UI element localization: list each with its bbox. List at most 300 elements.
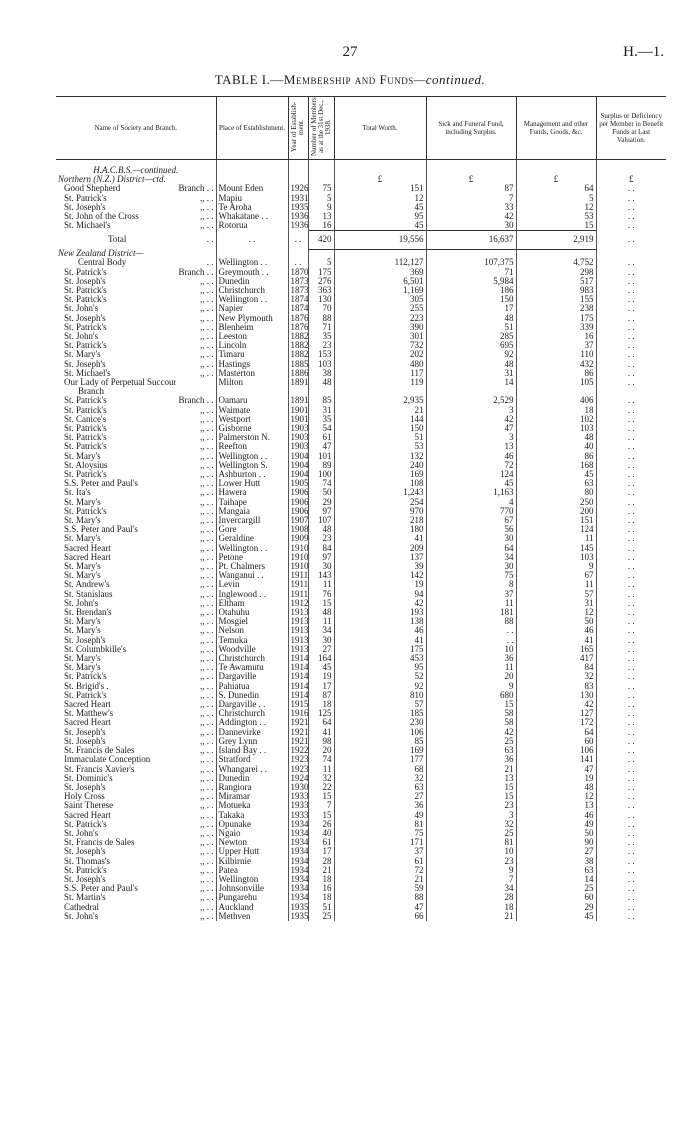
branch-name-cell (56, 645, 216, 654)
members-cell: 87 (308, 691, 334, 700)
surplus-cell: . . (596, 442, 666, 451)
branch-name-cell (56, 507, 216, 516)
management-fund-cell: 67 (516, 571, 596, 580)
branch-name: Branch (78, 387, 104, 397)
management-fund-cell: 63 (516, 479, 596, 488)
members-cell: 7 (308, 801, 334, 810)
currency-mgmt: £ (516, 175, 596, 184)
worth-cell: 305 (334, 295, 426, 304)
branch-ditto: ,, . . (200, 819, 214, 829)
sick-fund-cell: 150 (426, 295, 516, 304)
management-fund-cell: 12 (516, 203, 596, 212)
branch-name-cell (56, 424, 216, 433)
branch-name: St. Mary's (64, 617, 101, 627)
sick-fund-cell: 64 (426, 544, 516, 553)
branch-name-cell (56, 599, 216, 608)
branch-name-cell (56, 866, 216, 875)
worth-cell: 63 (334, 783, 426, 792)
sick-fund-cell: 680 (426, 691, 516, 700)
surplus-cell: . . (596, 534, 666, 543)
surplus-cell: . . (596, 682, 666, 691)
worth-cell: 6,501 (334, 277, 426, 286)
sick-fund-cell: 7 (426, 194, 516, 203)
branch-ditto: ,, . . (200, 470, 214, 479)
branch-ditto: ,, . . (200, 690, 214, 700)
surplus-cell: . . (596, 654, 666, 663)
place-cell: Stratford (216, 755, 288, 764)
members-cell: 16 (308, 221, 334, 231)
members-cell: 16 (308, 884, 334, 893)
table-row (56, 516, 666, 525)
branch-name: St. Thomas's (64, 856, 110, 866)
table-row (56, 801, 666, 810)
surplus-cell: . . (596, 406, 666, 415)
members-cell: 11 (308, 617, 334, 626)
surplus-cell: . . (596, 396, 666, 405)
members-cell: 20 (308, 746, 334, 755)
branch-name: St. Patrick's (64, 506, 107, 516)
management-fund-cell: 42 (516, 700, 596, 709)
table-row (56, 847, 666, 856)
branch-name: Sacred Heart (64, 718, 111, 728)
year-cell: 1934 (288, 857, 308, 866)
place-cell: Greymouth . . (216, 268, 288, 277)
sick-fund-cell: 3 (426, 406, 516, 415)
surplus-cell: . . (596, 847, 666, 856)
worth-cell: 137 (334, 553, 426, 562)
year-cell: 1910 (288, 553, 308, 562)
place-cell: Patea (216, 866, 288, 875)
table-row (56, 571, 666, 580)
branch-ditto: Branch . . (178, 267, 214, 277)
branch-name: St. Patrick's (64, 295, 107, 305)
worth-cell: 81 (334, 820, 426, 829)
branch-name: St. Columbkille's (64, 644, 127, 654)
place-cell: Hawera (216, 488, 288, 497)
sick-fund-cell: 14 (426, 378, 516, 387)
place-cell: Petone (216, 553, 288, 562)
sick-fund-cell: 13 (426, 442, 516, 451)
table-row (56, 387, 666, 396)
management-fund-cell: 168 (516, 461, 596, 470)
sick-fund-cell: 30 (426, 534, 516, 543)
central-body-mgmt: 4,752 (516, 258, 596, 267)
sick-fund-cell: 56 (426, 525, 516, 534)
members-cell: 48 (308, 525, 334, 534)
col-header-members (308, 97, 334, 160)
surplus-cell: . . (596, 755, 666, 764)
surplus-cell: . . (596, 553, 666, 562)
surplus-cell: . . (596, 811, 666, 820)
year-cell: 1882 (288, 332, 308, 341)
year-cell: 1914 (288, 654, 308, 663)
branch-name-cell (56, 590, 216, 599)
branch-name-cell (56, 608, 216, 617)
year-cell: 1906 (288, 498, 308, 507)
branch-name: St. Dominic's (64, 773, 113, 783)
members-cell: 76 (308, 590, 334, 599)
sick-fund-cell: 11 (426, 599, 516, 608)
branch-name-cell (56, 755, 216, 764)
members-cell: 41 (308, 728, 334, 737)
worth-cell: 85 (334, 737, 426, 746)
place-cell: Otahuhu (216, 608, 288, 617)
management-fund-cell: 25 (516, 884, 596, 893)
place-cell: Miramar (216, 792, 288, 801)
sick-fund-cell (426, 387, 516, 396)
members-cell: 29 (308, 498, 334, 507)
management-fund-cell: 110 (516, 350, 596, 359)
members-cell: 85 (308, 396, 334, 405)
surplus-cell: . . (596, 801, 666, 810)
branch-name-cell (56, 314, 216, 323)
members-cell: 48 (308, 608, 334, 617)
place-cell: Pt. Chalmers (216, 562, 288, 571)
worth-cell: 66 (334, 912, 426, 921)
surplus-cell: . . (596, 590, 666, 599)
worth-cell: 41 (334, 636, 426, 645)
members-cell: 15 (308, 599, 334, 608)
branch-ditto: ,, . . (200, 617, 214, 627)
worth-cell: 47 (334, 903, 426, 912)
branch-ditto: ,, . . (200, 598, 214, 608)
surplus-cell: . . (596, 599, 666, 608)
branch-ditto: ,, . . (200, 313, 214, 323)
surplus-cell: . . (596, 479, 666, 488)
page-number: 27 (342, 44, 358, 60)
page-reference: H.—1. (623, 44, 664, 60)
table-row (56, 424, 666, 433)
surplus-cell: . . (596, 783, 666, 792)
branch-name: St. Mary's (64, 626, 101, 636)
surplus-cell: . . (596, 875, 666, 884)
management-fund-cell: 16 (516, 332, 596, 341)
central-body-members: 5 (308, 258, 334, 267)
surplus-cell: . . (596, 360, 666, 369)
surplus-cell: . . (596, 433, 666, 442)
sick-fund-cell: 42 (426, 212, 516, 221)
branch-name: St. John's (64, 598, 99, 608)
members-cell: 88 (308, 314, 334, 323)
branch-name-cell (56, 525, 216, 534)
currency-worth: £ (334, 175, 426, 184)
management-fund-cell: 90 (516, 838, 596, 847)
branch-name-cell (56, 571, 216, 580)
branch-name: St. Francis de Sales (64, 838, 135, 848)
branch-name: St. Brigid's . (64, 681, 109, 691)
district-heading-row (56, 175, 666, 184)
sick-fund-cell: 17 (426, 304, 516, 313)
branch-name-cell (56, 765, 216, 774)
branch-name: St. Patrick's (64, 442, 107, 452)
year-cell: 1935 (288, 903, 308, 912)
branch-name-cell (56, 221, 216, 231)
surplus-cell: . . (596, 709, 666, 718)
worth-cell: 68 (334, 765, 426, 774)
sick-fund-cell: 92 (426, 350, 516, 359)
year-cell: 1910 (288, 544, 308, 553)
surplus-cell: . . (596, 268, 666, 277)
year-cell: 1931 (288, 194, 308, 203)
sick-fund-cell: 34 (426, 553, 516, 562)
table-row (56, 599, 666, 608)
members-cell: 35 (308, 332, 334, 341)
year-cell: 1901 (288, 415, 308, 424)
sick-fund-cell: 67 (426, 516, 516, 525)
surplus-cell (596, 387, 666, 396)
total-row (56, 231, 666, 249)
management-fund-cell: 40 (516, 442, 596, 451)
branch-name: St. Joseph's (64, 276, 106, 286)
surplus-cell: . . (596, 341, 666, 350)
table-row (56, 525, 666, 534)
branch-name-cell (56, 387, 216, 396)
branch-ditto: ,, . . (200, 552, 214, 562)
branch-name-cell (56, 718, 216, 727)
management-fund-cell: 63 (516, 866, 596, 875)
surplus-cell: . . (596, 829, 666, 838)
worth-cell: 1,169 (334, 286, 426, 295)
members-cell: 28 (308, 857, 334, 866)
management-fund-cell: 238 (516, 304, 596, 313)
place-cell: Rotorua (216, 221, 288, 231)
place-cell: Newton (216, 838, 288, 847)
management-fund-cell: 14 (516, 875, 596, 884)
table-row (56, 709, 666, 718)
members-cell: 50 (308, 488, 334, 497)
year-cell: 1886 (288, 369, 308, 378)
worth-cell: 230 (334, 718, 426, 727)
place-cell: Temuka (216, 636, 288, 645)
surplus-cell: . . (596, 194, 666, 203)
place-cell: Grey Lynn (216, 737, 288, 746)
total-members: 420 (308, 231, 334, 249)
management-fund-cell: 41 (516, 636, 596, 645)
surplus-cell: . . (596, 580, 666, 589)
management-fund-cell: 11 (516, 534, 596, 543)
place-cell: Hastings (216, 360, 288, 369)
surplus-cell: . . (596, 350, 666, 359)
year-cell: 1905 (288, 479, 308, 488)
year-cell: 1924 (288, 774, 308, 783)
branch-name: St. Michael's (64, 368, 111, 378)
total-year: . . (288, 231, 308, 249)
management-fund-cell: 103 (516, 424, 596, 433)
worth-cell: 144 (334, 415, 426, 424)
branch-name-cell (56, 912, 216, 921)
surplus-cell: . . (596, 304, 666, 313)
place-cell: Methven (216, 912, 288, 921)
management-fund-cell: 130 (516, 691, 596, 700)
branch-ditto: ,, . . (200, 709, 214, 719)
worth-cell: 175 (334, 645, 426, 654)
sick-fund-cell: 186 (426, 286, 516, 295)
branch-name: St. Patrick's (64, 405, 107, 415)
surplus-cell: . . (596, 470, 666, 479)
branch-ditto: ,, . . (200, 626, 214, 636)
total-worth: 19,556 (334, 231, 426, 249)
place-cell: Island Bay . . (216, 746, 288, 755)
branch-ditto: ,, . . (200, 746, 214, 756)
place-cell: Lower Hutt (216, 479, 288, 488)
members-cell: 164 (308, 654, 334, 663)
branch-name-cell (56, 672, 216, 681)
members-cell: 23 (308, 341, 334, 350)
branch-name-cell (56, 626, 216, 635)
place-cell: Dargaville (216, 672, 288, 681)
table-row (56, 700, 666, 709)
place-cell: Waimate (216, 406, 288, 415)
surplus-cell: . . (596, 765, 666, 774)
members-cell: 54 (308, 424, 334, 433)
branch-name: Good Shepherd (64, 184, 121, 194)
members-cell: 27 (308, 645, 334, 654)
branch-ditto: ,, . . (200, 782, 214, 792)
branch-name: Saint Therese (64, 801, 114, 811)
members-cell: 25 (308, 912, 334, 921)
place-cell: Whangarei . . (216, 765, 288, 774)
table-row (56, 442, 666, 451)
year-cell: 1933 (288, 811, 308, 820)
branch-name-cell (56, 406, 216, 415)
management-fund-cell: 32 (516, 672, 596, 681)
year-cell: 1911 (288, 590, 308, 599)
members-cell: 18 (308, 893, 334, 902)
place-cell: Motueka (216, 801, 288, 810)
sick-fund-cell: 36 (426, 755, 516, 764)
management-fund-cell: 106 (516, 746, 596, 755)
table-row (56, 268, 666, 277)
central-body-row (56, 258, 666, 267)
table-title (0, 72, 700, 88)
place-cell: Wellington . . (216, 452, 288, 461)
place-cell: New Plymouth (216, 314, 288, 323)
management-fund-cell: 145 (516, 544, 596, 553)
members-cell: 74 (308, 479, 334, 488)
branch-ditto: ,, . . (200, 451, 214, 461)
year-cell: 1882 (288, 341, 308, 350)
members-cell: 23 (308, 534, 334, 543)
branch-name-cell (56, 746, 216, 755)
management-fund-cell: 127 (516, 709, 596, 718)
branch-ditto: ,, . . (200, 442, 214, 452)
members-cell: 107 (308, 516, 334, 525)
place-cell: Christchurch (216, 709, 288, 718)
members-cell: 61 (308, 433, 334, 442)
table-row (56, 332, 666, 341)
members-cell: 125 (308, 709, 334, 718)
year-cell: 1912 (288, 599, 308, 608)
branch-name: St. Mary's (64, 516, 101, 526)
management-fund-cell: 155 (516, 295, 596, 304)
year-cell: 1934 (288, 866, 308, 875)
worth-cell: 39 (334, 562, 426, 571)
central-body-name: Central Body (78, 258, 127, 268)
worth-cell: 32 (334, 774, 426, 783)
branch-name: St. Mary's (64, 571, 101, 581)
branch-ditto (210, 378, 214, 387)
place-cell: Upper Hutt (216, 847, 288, 856)
surplus-cell: . . (596, 507, 666, 516)
table-row (56, 672, 666, 681)
year-cell: 1936 (288, 221, 308, 231)
year-cell: 1914 (288, 672, 308, 681)
table-row (56, 415, 666, 424)
place-cell: Dunedin (216, 277, 288, 286)
surplus-cell: . . (596, 820, 666, 829)
branch-name: St. Patrick's (64, 433, 107, 443)
members-cell: 9 (308, 203, 334, 212)
members-cell: 13 (308, 212, 334, 221)
branch-name: St. Mary's (64, 534, 101, 544)
surplus-cell: . . (596, 691, 666, 700)
sick-fund-cell: 63 (426, 746, 516, 755)
worth-cell: 45 (334, 203, 426, 212)
branch-name: St. Mary's (64, 350, 101, 360)
branch-name-cell (56, 709, 216, 718)
year-cell: 1906 (288, 507, 308, 516)
members-cell: 15 (308, 792, 334, 801)
worth-cell: 390 (334, 323, 426, 332)
members-cell: 175 (308, 268, 334, 277)
society-heading: H.A.C.B.S.—continued. (93, 166, 179, 175)
table-row (56, 617, 666, 626)
branch-ditto: ,, . . (200, 221, 214, 231)
table-row (56, 774, 666, 783)
branch-name: St. Mary's (64, 451, 101, 461)
management-fund-cell: 9 (516, 562, 596, 571)
table-header-row (56, 97, 666, 160)
branch-name: Our Lady of Perpetual Succour (64, 377, 177, 387)
sick-fund-cell: 9 (426, 682, 516, 691)
branch-name-cell (56, 516, 216, 525)
table-row (56, 553, 666, 562)
branch-name: St. Joseph's (64, 782, 106, 792)
district-heading-row-nz (56, 249, 666, 258)
worth-cell: 88 (334, 893, 426, 902)
branch-name-cell (56, 838, 216, 847)
table-row (56, 663, 666, 672)
surplus-cell: . . (596, 323, 666, 332)
sick-fund-cell: 20 (426, 672, 516, 681)
total-surplus: . . (596, 231, 666, 249)
branch-ditto: ,, . . (200, 193, 214, 203)
sick-fund-cell: 37 (426, 590, 516, 599)
branch-name-cell (56, 654, 216, 663)
place-cell: Te Aroha (216, 203, 288, 212)
members-cell: 130 (308, 295, 334, 304)
members-cell: 84 (308, 544, 334, 553)
worth-cell: 37 (334, 847, 426, 856)
worth-cell: 53 (334, 442, 426, 451)
year-cell: 1876 (288, 314, 308, 323)
year-cell: 1903 (288, 424, 308, 433)
table-row (56, 286, 666, 295)
sick-fund-cell: 47 (426, 424, 516, 433)
branch-name-cell (56, 277, 216, 286)
members-cell: 18 (308, 875, 334, 884)
table-row (56, 562, 666, 571)
members-cell: 22 (308, 783, 334, 792)
worth-cell: 59 (334, 884, 426, 893)
sick-fund-cell: 13 (426, 774, 516, 783)
management-fund-cell: 64 (516, 184, 596, 193)
table-row (56, 626, 666, 635)
sick-fund-cell: 31 (426, 369, 516, 378)
branch-ditto: ,, . . (200, 322, 214, 332)
sick-fund-cell: 34 (426, 884, 516, 893)
branch-ditto: ,, . . (200, 902, 214, 912)
